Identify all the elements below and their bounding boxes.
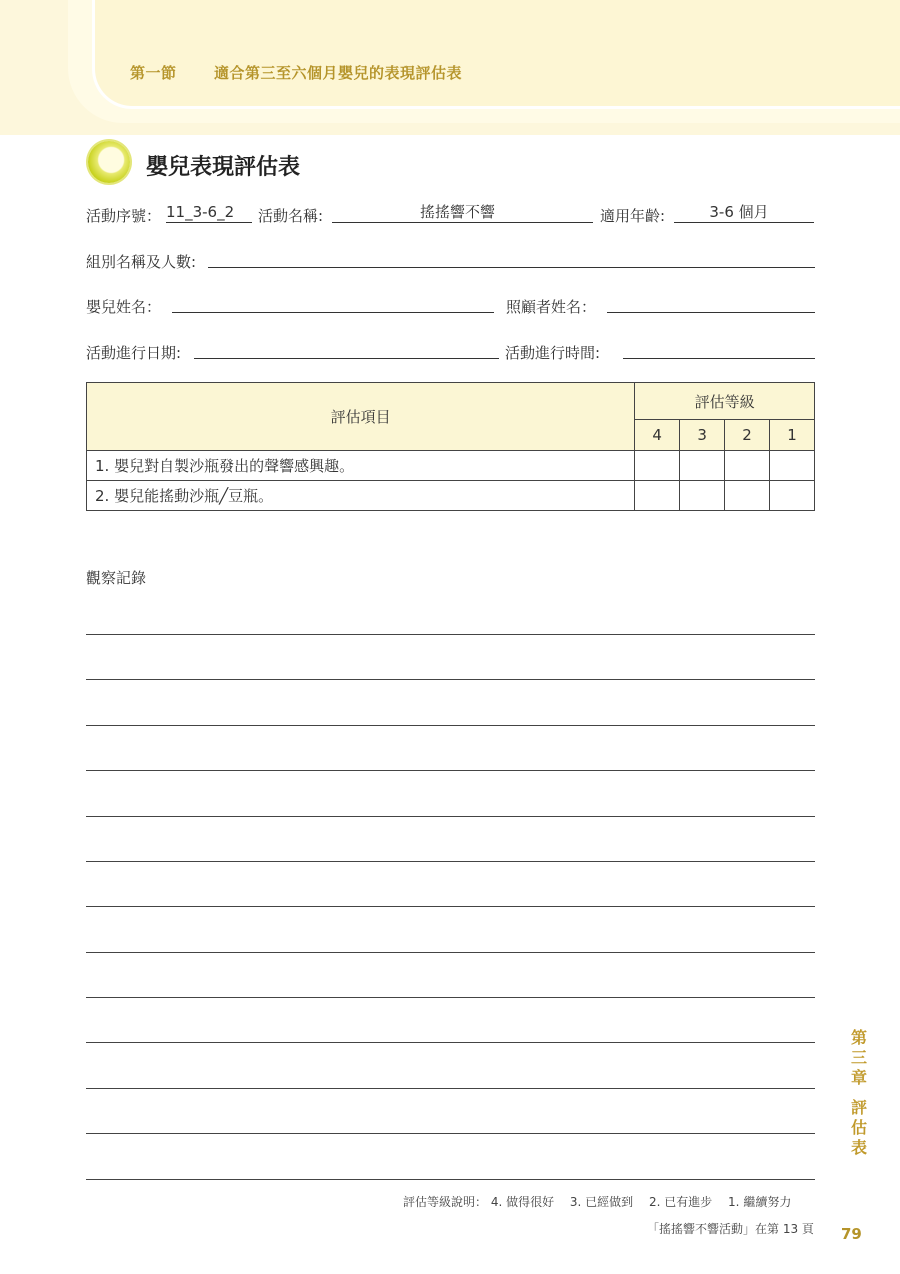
- carer-name-field[interactable]: [607, 293, 815, 313]
- activity-no-field[interactable]: 11_3-6_2: [166, 203, 252, 223]
- observation-line[interactable]: [86, 997, 815, 998]
- observation-line[interactable]: [86, 770, 815, 771]
- grade-cell[interactable]: [680, 451, 725, 481]
- baby-name-field[interactable]: [172, 293, 494, 313]
- grade-cell[interactable]: [725, 451, 770, 481]
- activity-no-label: 活動序號：: [86, 207, 162, 225]
- activity-name-label: 活動名稱:: [258, 207, 324, 225]
- chapter-char: 第: [850, 1028, 867, 1047]
- observation-line[interactable]: [86, 679, 815, 680]
- observation-line[interactable]: [86, 634, 815, 635]
- topic-char: 估: [850, 1118, 867, 1137]
- topic-label: [849, 1098, 869, 1158]
- table-row: [87, 481, 815, 511]
- grade-cell[interactable]: [635, 451, 680, 481]
- observation-label: 觀察記錄: [86, 569, 147, 587]
- observation-line[interactable]: [86, 816, 815, 817]
- activity-name-value: 搖搖響不響: [419, 203, 495, 221]
- group-label: 組別名稱及人數:: [86, 253, 197, 271]
- activity-name-field[interactable]: [332, 203, 593, 223]
- topic-char: 表: [850, 1138, 867, 1157]
- grade-cell[interactable]: [680, 481, 725, 511]
- age-value: 3-6 個月: [709, 203, 769, 221]
- baby-name-label: 嬰兒姓名：: [86, 298, 162, 316]
- time-field[interactable]: [623, 339, 815, 359]
- age-field[interactable]: [674, 203, 814, 223]
- group-field[interactable]: [208, 248, 815, 268]
- evaluation-table: [86, 382, 815, 511]
- observation-line[interactable]: [86, 1088, 815, 1089]
- topic-char: 評: [850, 1098, 867, 1117]
- header-section: 第一節: [130, 64, 177, 82]
- table-row: [87, 451, 815, 481]
- observation-line[interactable]: [86, 1179, 815, 1180]
- grade-cell[interactable]: [770, 451, 815, 481]
- observation-line[interactable]: [86, 906, 815, 907]
- grade-cell[interactable]: [770, 481, 815, 511]
- date-field[interactable]: [194, 339, 499, 359]
- observation-line[interactable]: [86, 725, 815, 726]
- observation-line[interactable]: [86, 1133, 815, 1134]
- activity-reference: 「搖搖響不響活動」在第 13 頁: [647, 1222, 814, 1236]
- age-label: 適用年齡:: [600, 207, 666, 225]
- chapter-label: [849, 1028, 869, 1088]
- observation-line[interactable]: [86, 952, 815, 953]
- carer-name-label: 照顧者姓名：: [506, 298, 597, 316]
- grade-4-header: 4: [635, 420, 680, 451]
- grade-3-header: 3: [680, 420, 725, 451]
- chapter-char: 三: [850, 1048, 867, 1067]
- grade-cell[interactable]: [725, 481, 770, 511]
- observation-line[interactable]: [86, 1042, 815, 1043]
- header-title: 適合第三至六個月嬰兒的表現評估表: [214, 64, 463, 82]
- item-header: 評估項目: [87, 383, 635, 451]
- header-inner: [92, 0, 900, 109]
- grade-legend: 評估等級說明： 4. 做得很好 3. 已經做到 2. 已有進步 1. 繼續努力: [403, 1195, 792, 1209]
- row-item: 2. 嬰兒能搖動沙瓶╱豆瓶。: [87, 481, 635, 511]
- grade-header: 評估等級: [635, 383, 815, 420]
- row-item: 1. 嬰兒對自製沙瓶發出的聲響感興趣。: [87, 451, 635, 481]
- time-label: 活動進行時間:: [505, 344, 601, 362]
- form-title: 嬰兒表現評估表: [146, 155, 301, 180]
- grade-cell[interactable]: [635, 481, 680, 511]
- grade-1-header: 1: [770, 420, 815, 451]
- page-number: 79: [841, 1225, 862, 1243]
- grade-2-header: 2: [725, 420, 770, 451]
- date-label: 活動進行日期:: [86, 344, 182, 362]
- observation-line[interactable]: [86, 861, 815, 862]
- chapter-char: 章: [850, 1068, 867, 1087]
- circle-logo-icon: [88, 141, 130, 183]
